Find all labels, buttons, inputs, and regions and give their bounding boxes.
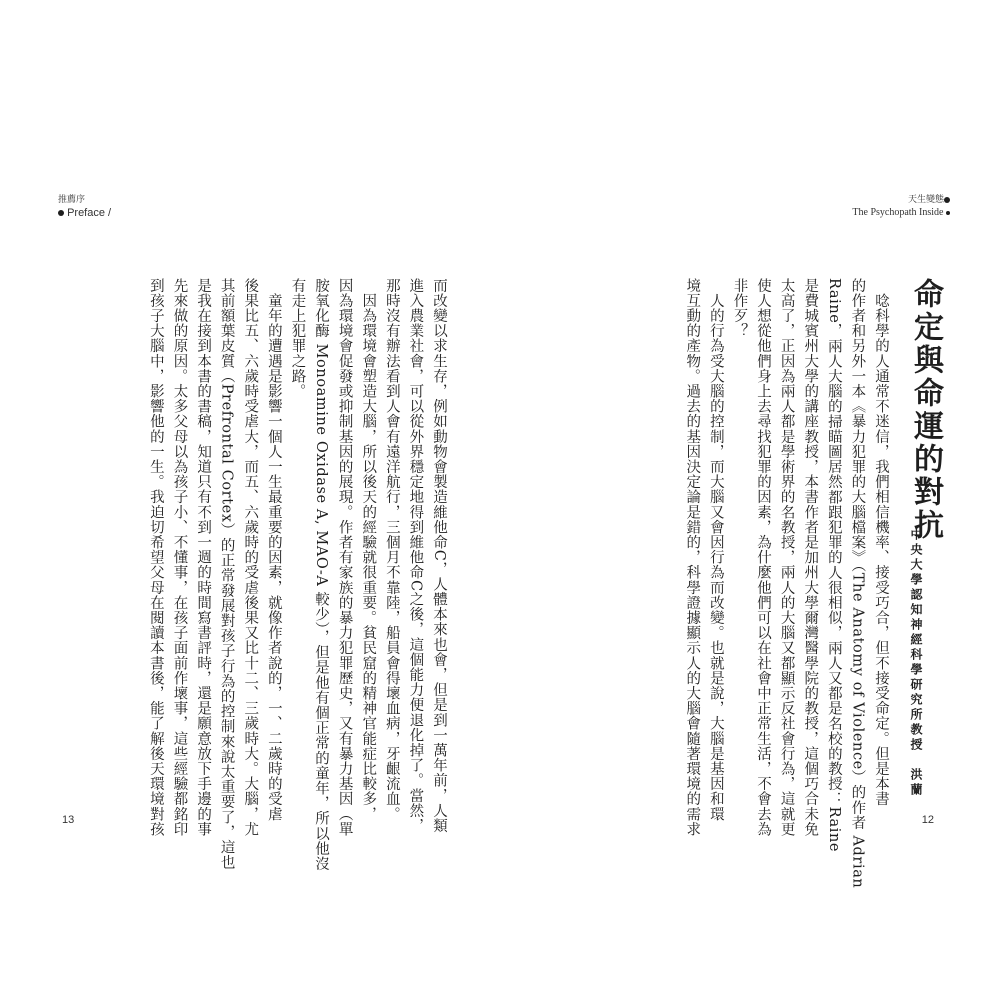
left-body-text bbox=[143, 278, 450, 872]
text-line: 童年的遭遇是影響一個人一生最重要的因素，就像作者說的，一、二歲時的受虐 bbox=[265, 278, 282, 822]
left-page-number: 13 bbox=[62, 814, 75, 826]
text-line: 使人想從他們身上去尋找犯罪的因素，為什麼他們可以在社會中正常生活，不會去為 bbox=[755, 278, 772, 837]
essay-title: 命定與命運的對抗 bbox=[908, 278, 943, 542]
right-body-text bbox=[680, 278, 892, 889]
bullet-icon bbox=[944, 197, 950, 203]
text-line: 其前額葉皮質（Prefrontal Cortex）的正常發展對孩子行為的控制來說太重要了，這也 bbox=[218, 278, 235, 870]
bullet-icon bbox=[58, 210, 64, 216]
right-header-label: The Psychopath Inside bbox=[852, 207, 944, 218]
bullet-icon bbox=[946, 211, 950, 215]
right-header-chapter: 天生變態 bbox=[907, 194, 944, 204]
right-page-number: 12 bbox=[921, 814, 934, 826]
text-line: 後果比五、六歲時受虐大，而五、六歲時的受虐後果又比十二、三歲時大。大腦，尤 bbox=[242, 278, 259, 837]
right-header-label-line bbox=[852, 206, 950, 220]
text-line: 是費城賓州大學的講座教授，本書作者是加州大學爾灣醫學院的教授，這個巧合未免 bbox=[802, 278, 819, 837]
left-header-chapter: 推薦序 bbox=[58, 194, 86, 204]
text-line: 那時沒有辦法看到人會有遠洋航行，三個月不靠陸，船員會得壞血病，牙齦流血。 bbox=[383, 278, 400, 822]
text-line: 有走上犯罪之路。 bbox=[289, 278, 306, 399]
text-line: 的作者和另外一本《暴力犯罪的大腦檔案》（The Anatomy of Violence）的作者 Adrian bbox=[849, 278, 866, 889]
author-byline: 中央大學認知神經科學研究所教授 洪蘭 bbox=[909, 528, 923, 798]
text-line: 因為環境會促發或抑制基因的展現。作者有家族的暴力犯罪歷史，又有暴力基因（單 bbox=[336, 278, 353, 837]
text-line: 先來做的原因。太多父母以為孩子小、不懂事，在孩子面前作壞事，這些經驗都銘印 bbox=[171, 278, 188, 837]
left-header-label: Preface / bbox=[67, 207, 112, 219]
right-header-chapter-line bbox=[852, 192, 950, 206]
text-line: 境互動的產物。過去的基因決定論是錯的，科學證據顯示人的大腦會隨著環境的需求 bbox=[684, 278, 701, 837]
right-running-header bbox=[852, 192, 950, 220]
left-running-header bbox=[58, 192, 111, 220]
text-line: 唸科學的人通常不迷信，我們相信機率、接受巧合，但不接受命定。但是本書 bbox=[873, 278, 889, 807]
text-line: 進入農業社會，可以從外界穩定地得到維他命C之後，這個能力便退化掉了。當然， bbox=[407, 278, 424, 834]
text-line: 非作歹？ bbox=[731, 278, 748, 339]
left-header-label-line bbox=[58, 206, 111, 220]
text-line: 胺氧化酶 Monoamine Oxidase A, MAO-A 較少），但是他有個正常的童年，所以他沒 bbox=[313, 278, 330, 872]
right-page bbox=[500, 0, 1000, 1000]
text-line: 太高了，正因為兩人都是學術界的名教授，兩人的大腦又都顯示反社會行為，這就更 bbox=[778, 278, 795, 837]
text-line: 因為環境會塑造大腦，所以後天的經驗就很重要。貧民窟的精神官能症比較多， bbox=[360, 278, 377, 822]
text-line: Raine，兩人大腦的掃瞄圖居然都跟犯罪的人很相似，兩人又都是名校的教授：Raine bbox=[825, 278, 842, 853]
text-line: 人的行為受大腦的控制，而大腦又會因行為而改變。也就是說，大腦是基因和環 bbox=[707, 278, 724, 822]
text-line: 到孩子大腦中，影響他的一生。我迫切希望父母在閱讀本書後，能了解後天環境對孩 bbox=[147, 278, 164, 837]
text-line: 是我在接到本書的書稿，知道只有不到一週的時間寫書評時，還是願意放下手邊的事 bbox=[195, 278, 212, 837]
text-line: 而改變以求生存，例如動物會製造維他命C，人體本來也會，但是到一萬年前，人類 bbox=[431, 278, 447, 834]
